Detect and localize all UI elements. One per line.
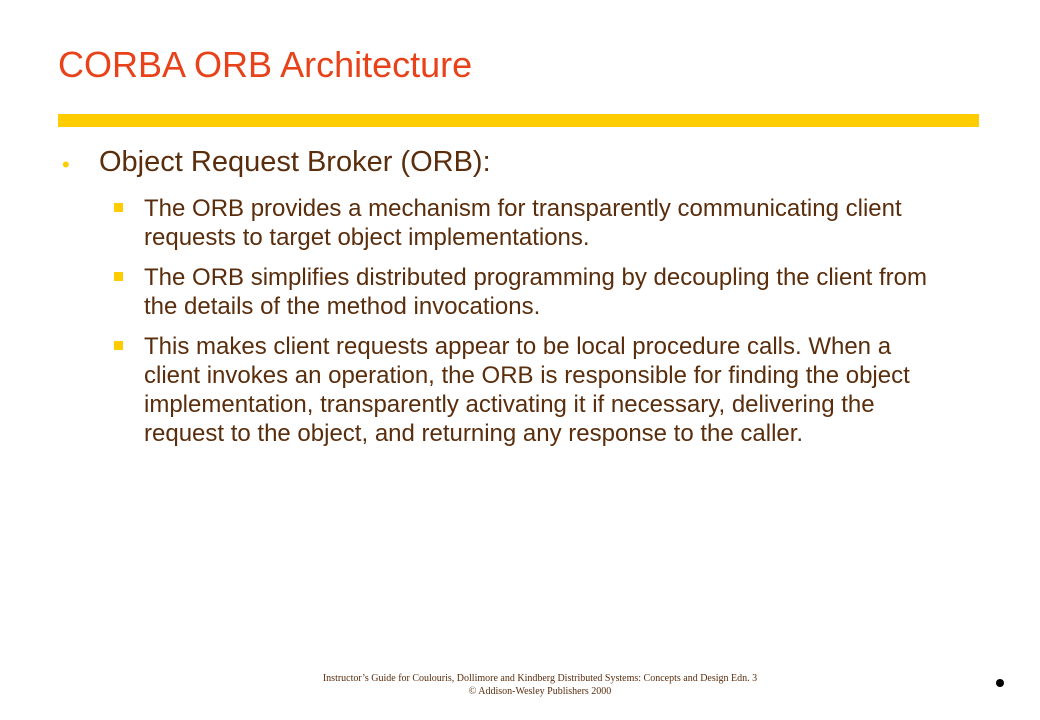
slide-title: CORBA ORB Architecture (58, 44, 473, 85)
title-divider (58, 114, 979, 127)
sub-bullet-item (110, 332, 950, 448)
sub-bullet-item (110, 263, 950, 321)
main-bullet-text: Object Request Broker (ORB): (99, 146, 491, 178)
sub-bullet-text: This makes client requests appear to be local procedure calls. When a client invokes an operation, the ORB is responsible for finding the object implementation, transparently activating it if necessary, delivering the request to the object, and returning any response to the caller. (144, 333, 910, 447)
square-bullet-icon (114, 203, 123, 212)
square-bullet-icon (114, 341, 123, 350)
page-marker-dot-icon (996, 679, 1004, 687)
footer-credits (0, 672, 1040, 698)
footer-line-2: © Addison-Wesley Publishers 2000 (468, 686, 612, 697)
sub-bullet-list (110, 194, 950, 459)
sub-bullet-item (110, 194, 950, 252)
round-bullet-icon: • (62, 152, 70, 177)
sub-bullet-text: The ORB provides a mechanism for transparently communicating client requests to target object implementations. (144, 195, 902, 251)
square-bullet-icon (114, 272, 123, 281)
footer-line-1: Instructor’s Guide for Coulouris, Dollimore and Kindberg Distributed Systems: Concepts and Design Edn. 3 (322, 673, 758, 684)
sub-bullet-text: The ORB simplifies distributed programming by decoupling the client from the details of the method invocations. (144, 264, 928, 320)
